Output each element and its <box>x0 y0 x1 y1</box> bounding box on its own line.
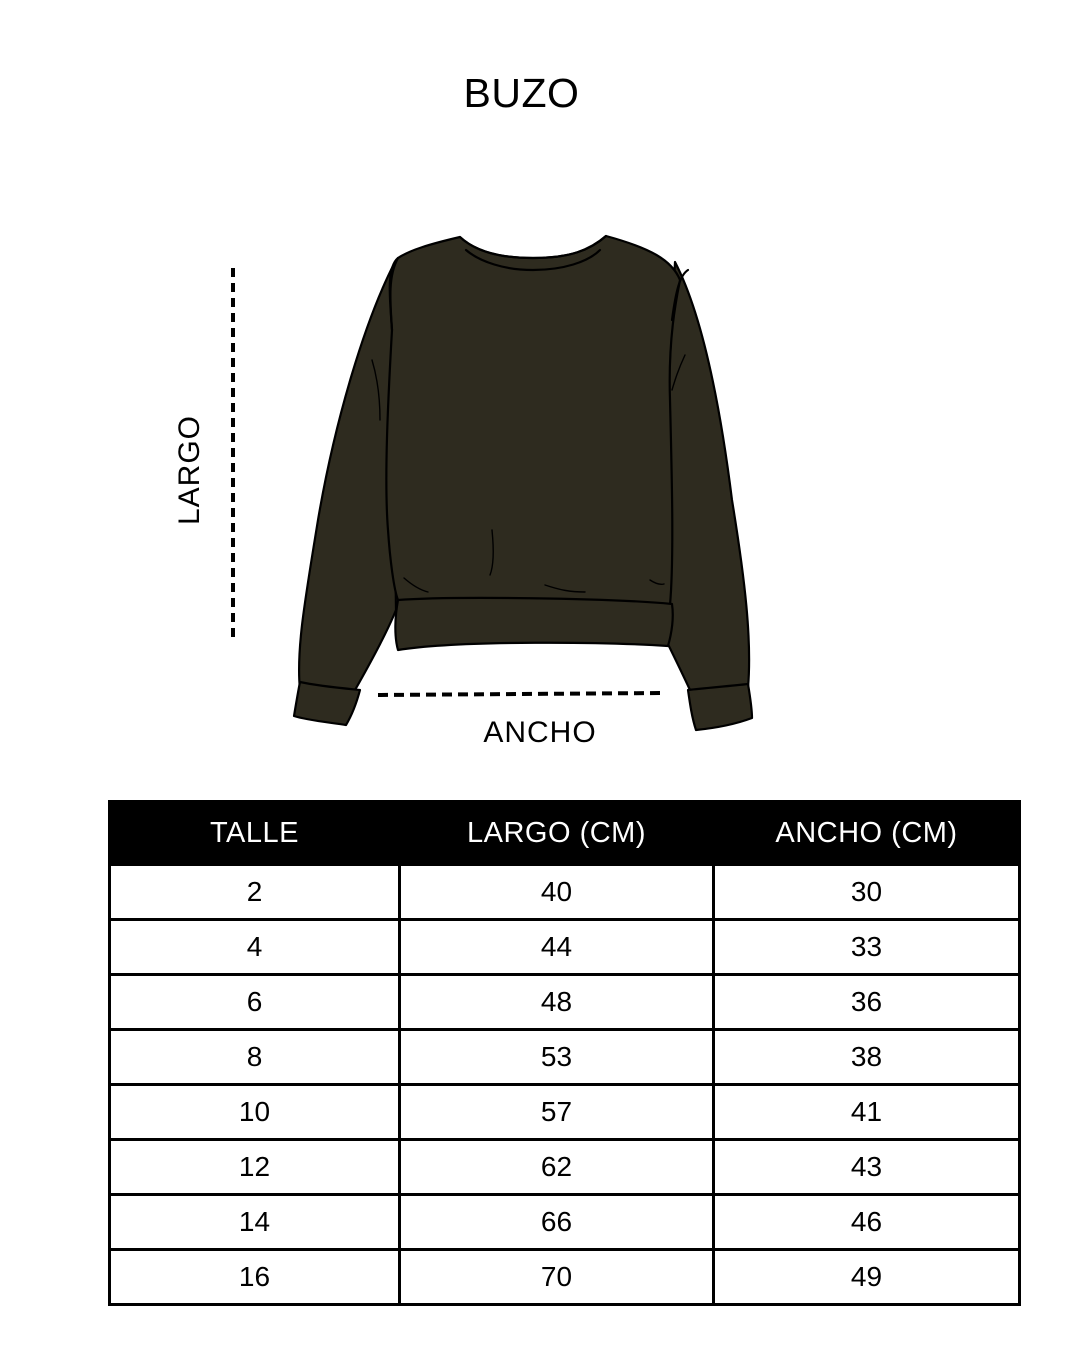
table-row <box>110 1250 1020 1305</box>
width-measure-line <box>378 693 662 695</box>
cell-width: 33 <box>714 920 1020 975</box>
table-row <box>110 1030 1020 1085</box>
cell-length: 66 <box>400 1195 714 1250</box>
cell-length: 40 <box>400 865 714 920</box>
page-title: BUZO <box>463 70 580 116</box>
width-label: ANCHO <box>483 716 597 749</box>
table-row <box>110 1195 1020 1250</box>
cell-size: 6 <box>110 975 400 1030</box>
cell-width: 49 <box>714 1250 1020 1305</box>
cell-width: 38 <box>714 1030 1020 1085</box>
header-size: TALLE <box>110 802 400 865</box>
cell-size: 10 <box>110 1085 400 1140</box>
cell-width: 41 <box>714 1085 1020 1140</box>
table-row <box>110 1085 1020 1140</box>
cell-width: 36 <box>714 975 1020 1030</box>
cell-length: 53 <box>400 1030 714 1085</box>
cell-width: 43 <box>714 1140 1020 1195</box>
cell-size: 8 <box>110 1030 400 1085</box>
cell-length: 44 <box>400 920 714 975</box>
cell-width: 30 <box>714 865 1020 920</box>
table-header-row <box>110 802 1020 865</box>
header-length: LARGO (CM) <box>400 802 714 865</box>
cell-size: 2 <box>110 865 400 920</box>
size-table <box>108 800 1021 1306</box>
cell-length: 70 <box>400 1250 714 1305</box>
table-row <box>110 975 1020 1030</box>
cell-size: 16 <box>110 1250 400 1305</box>
header-width: ANCHO (CM) <box>714 802 1020 865</box>
cell-size: 4 <box>110 920 400 975</box>
cell-size: 14 <box>110 1195 400 1250</box>
length-label: LARGO <box>173 414 206 526</box>
table-row <box>110 1140 1020 1195</box>
cell-length: 57 <box>400 1085 714 1140</box>
table-row <box>110 865 1020 920</box>
cell-width: 46 <box>714 1195 1020 1250</box>
table-row <box>110 920 1020 975</box>
cell-size: 12 <box>110 1140 400 1195</box>
cell-length: 48 <box>400 975 714 1030</box>
cell-length: 62 <box>400 1140 714 1195</box>
sweatshirt-icon <box>294 236 752 730</box>
